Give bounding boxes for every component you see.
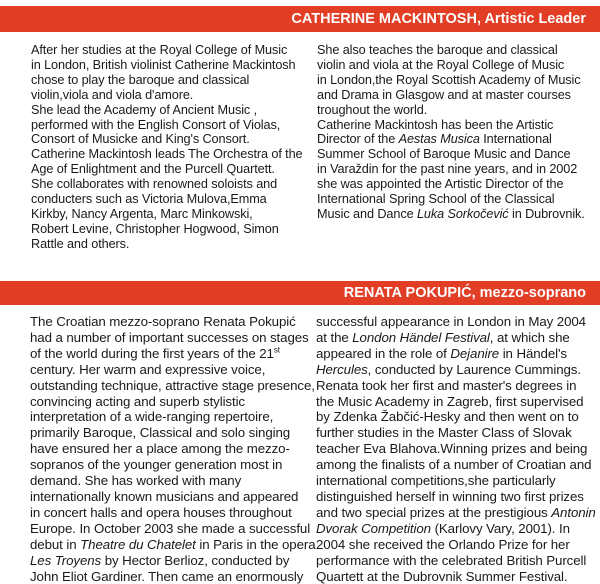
- role-name: Dejanire: [450, 346, 499, 361]
- text-line: Renata took her first and master's degrees in: [316, 378, 598, 394]
- text-line: by Zdenka Žabčić-Hesky and then went on to: [316, 409, 598, 425]
- text-line: sopranos of the younger generation most in: [30, 457, 310, 473]
- text-line: Robert Levine, Christopher Hogwood, Simon: [31, 222, 309, 237]
- text-line: After her studies at the Royal College of Music: [31, 43, 309, 58]
- text-line: Catherine Mackintosh has been the Artistic: [317, 118, 593, 133]
- venue-name: Theatre du Chatelet: [80, 537, 196, 552]
- text-line: had a number of important successes on stages: [30, 330, 310, 346]
- text-line: successful appearance in London in May 2004: [316, 314, 598, 330]
- festival-name: Aestas Musica: [399, 132, 480, 146]
- ordinal-suffix: st: [274, 345, 280, 354]
- bio-column-right: [316, 314, 598, 584]
- text-line: She lead the Academy of Ancient Music ,: [31, 103, 309, 118]
- text-line: distinguished herself in winning two first prizes: [316, 489, 598, 505]
- artist-name: RENATA POKUPIĆ: [344, 285, 472, 301]
- text-run: by Hector Berlioz, conducted by: [101, 553, 289, 568]
- text-line: Age of Enlightment and the Purcell Quartett.: [31, 162, 309, 177]
- text-run: of the world during the first years of the 21: [30, 346, 274, 361]
- bio-column-right: [317, 43, 593, 222]
- text-line: the Music Academy in Zagreb, first supervised: [316, 394, 598, 410]
- text-run: appeared in the role of: [316, 346, 450, 361]
- text-line: [317, 132, 593, 147]
- text-line: chose to play the baroque and classical: [31, 73, 309, 88]
- text-line: in concert halls and opera houses throughout: [30, 505, 310, 521]
- text-line: Rattle and others.: [31, 237, 309, 252]
- competition-name: Antonin: [551, 505, 595, 520]
- text-run: at the: [316, 330, 352, 345]
- text-run: in Paris in the opera: [196, 537, 316, 552]
- text-line: internationally known musicians and appeared: [30, 489, 310, 505]
- text-line: have ensured her a place among the mezzo-: [30, 441, 310, 457]
- text-run: in Dubrovnik.: [509, 207, 585, 221]
- section-header-renata-pokupic: [0, 281, 600, 305]
- text-run: debut in: [30, 537, 80, 552]
- text-line: Europe. In October 2003 she made a successful: [30, 521, 310, 537]
- text-line: [316, 346, 598, 362]
- school-name: Luka Sorkočević: [417, 207, 509, 221]
- text-line: she was appointed the Artistic Director of the: [317, 177, 593, 192]
- text-line: The Croatian mezzo-soprano Renata Pokupić: [30, 314, 310, 330]
- text-run: and two special prizes at the prestigious: [316, 505, 551, 520]
- text-line: Kirkby, Nancy Argenta, Marc Minkowski,: [31, 207, 309, 222]
- text-line: demand. She has worked with many: [30, 473, 310, 489]
- text-run: (Karlovy Vary, 2001). In: [431, 521, 570, 536]
- text-line: violin,viola and viola d'amore.: [31, 88, 309, 103]
- text-line: John Eliot Gardiner. Then came an enormously: [30, 569, 310, 584]
- text-line: [316, 521, 598, 537]
- text-line: Quartett at the Dubrovnik Summer Festival.: [316, 569, 598, 584]
- text-line: Consort of Musicke and King's Consort.: [31, 132, 309, 147]
- section-header-catherine-mackintosh: [0, 6, 600, 32]
- text-line: [316, 330, 598, 346]
- text-run: International: [480, 132, 552, 146]
- text-run: in Händel's: [499, 346, 567, 361]
- artist-name: CATHERINE MACKINTOSH: [291, 11, 477, 27]
- opera-title: Hercules: [316, 362, 368, 377]
- bio-column-left: [31, 43, 309, 252]
- text-line: [317, 207, 593, 222]
- text-line: convincing acting and superb stylistic: [30, 394, 310, 410]
- text-line: 2004 she received the Orlando Prize for her: [316, 537, 598, 553]
- artist-role: , mezzo-soprano: [472, 285, 586, 301]
- competition-name: Dvorak Competition: [316, 521, 431, 536]
- text-line: performed with the English Consort of Violas,: [31, 118, 309, 133]
- text-line: interpretation of a wide-ranging repertoire,: [30, 409, 310, 425]
- text-line: among the finalists of a number of Croatian and: [316, 457, 598, 473]
- text-line: troughout the world.: [317, 103, 593, 118]
- text-line: Summer School of Baroque Music and Dance: [317, 147, 593, 162]
- text-line: She collaborates with renowned soloists and: [31, 177, 309, 192]
- text-line: in London, British violinist Catherine Mackintosh: [31, 58, 309, 73]
- text-line: in Varaždin for the past nine years, and in 2002: [317, 162, 593, 177]
- festival-name: London Händel Festival: [352, 330, 490, 345]
- text-line: and Drama in Glasgow and at master courses: [317, 88, 593, 103]
- text-run: Director of the: [317, 132, 399, 146]
- text-line: century. Her warm and expressive voice,: [30, 362, 310, 378]
- text-line: [316, 362, 598, 378]
- text-line: She also teaches the baroque and classical: [317, 43, 593, 58]
- text-line: [30, 553, 310, 569]
- artist-role: , Artistic Leader: [477, 11, 586, 27]
- text-line: conducters such as Victoria Mulova,Emma: [31, 192, 309, 207]
- text-line: primarily Baroque, Classical and solo singing: [30, 425, 310, 441]
- text-line: violin and viola at the Royal College of Music: [317, 58, 593, 73]
- opera-title: Les Troyens: [30, 553, 101, 568]
- text-line: [316, 505, 598, 521]
- text-line: [30, 537, 310, 553]
- text-line: performance with the celebrated British Purcell: [316, 553, 598, 569]
- text-run: Music and Dance: [317, 207, 417, 221]
- bio-column-left: [30, 314, 310, 584]
- text-line: in London,the Royal Scottish Academy of Music: [317, 73, 593, 88]
- text-run: , conducted by Laurence Cummings.: [368, 362, 581, 377]
- text-line: Catherine Mackintosh leads The Orchestra of the: [31, 147, 309, 162]
- text-line: further studies in the Master Class of Slovak: [316, 425, 598, 441]
- text-line: international competitions,she particularly: [316, 473, 598, 489]
- text-line: outstanding technique, attractive stage presence,: [30, 378, 310, 394]
- text-line: International Spring School of the Classical: [317, 192, 593, 207]
- text-run: , at which she: [490, 330, 570, 345]
- text-line: teacher Eva Blahova.Winning prizes and being: [316, 441, 598, 457]
- text-line: [30, 346, 310, 362]
